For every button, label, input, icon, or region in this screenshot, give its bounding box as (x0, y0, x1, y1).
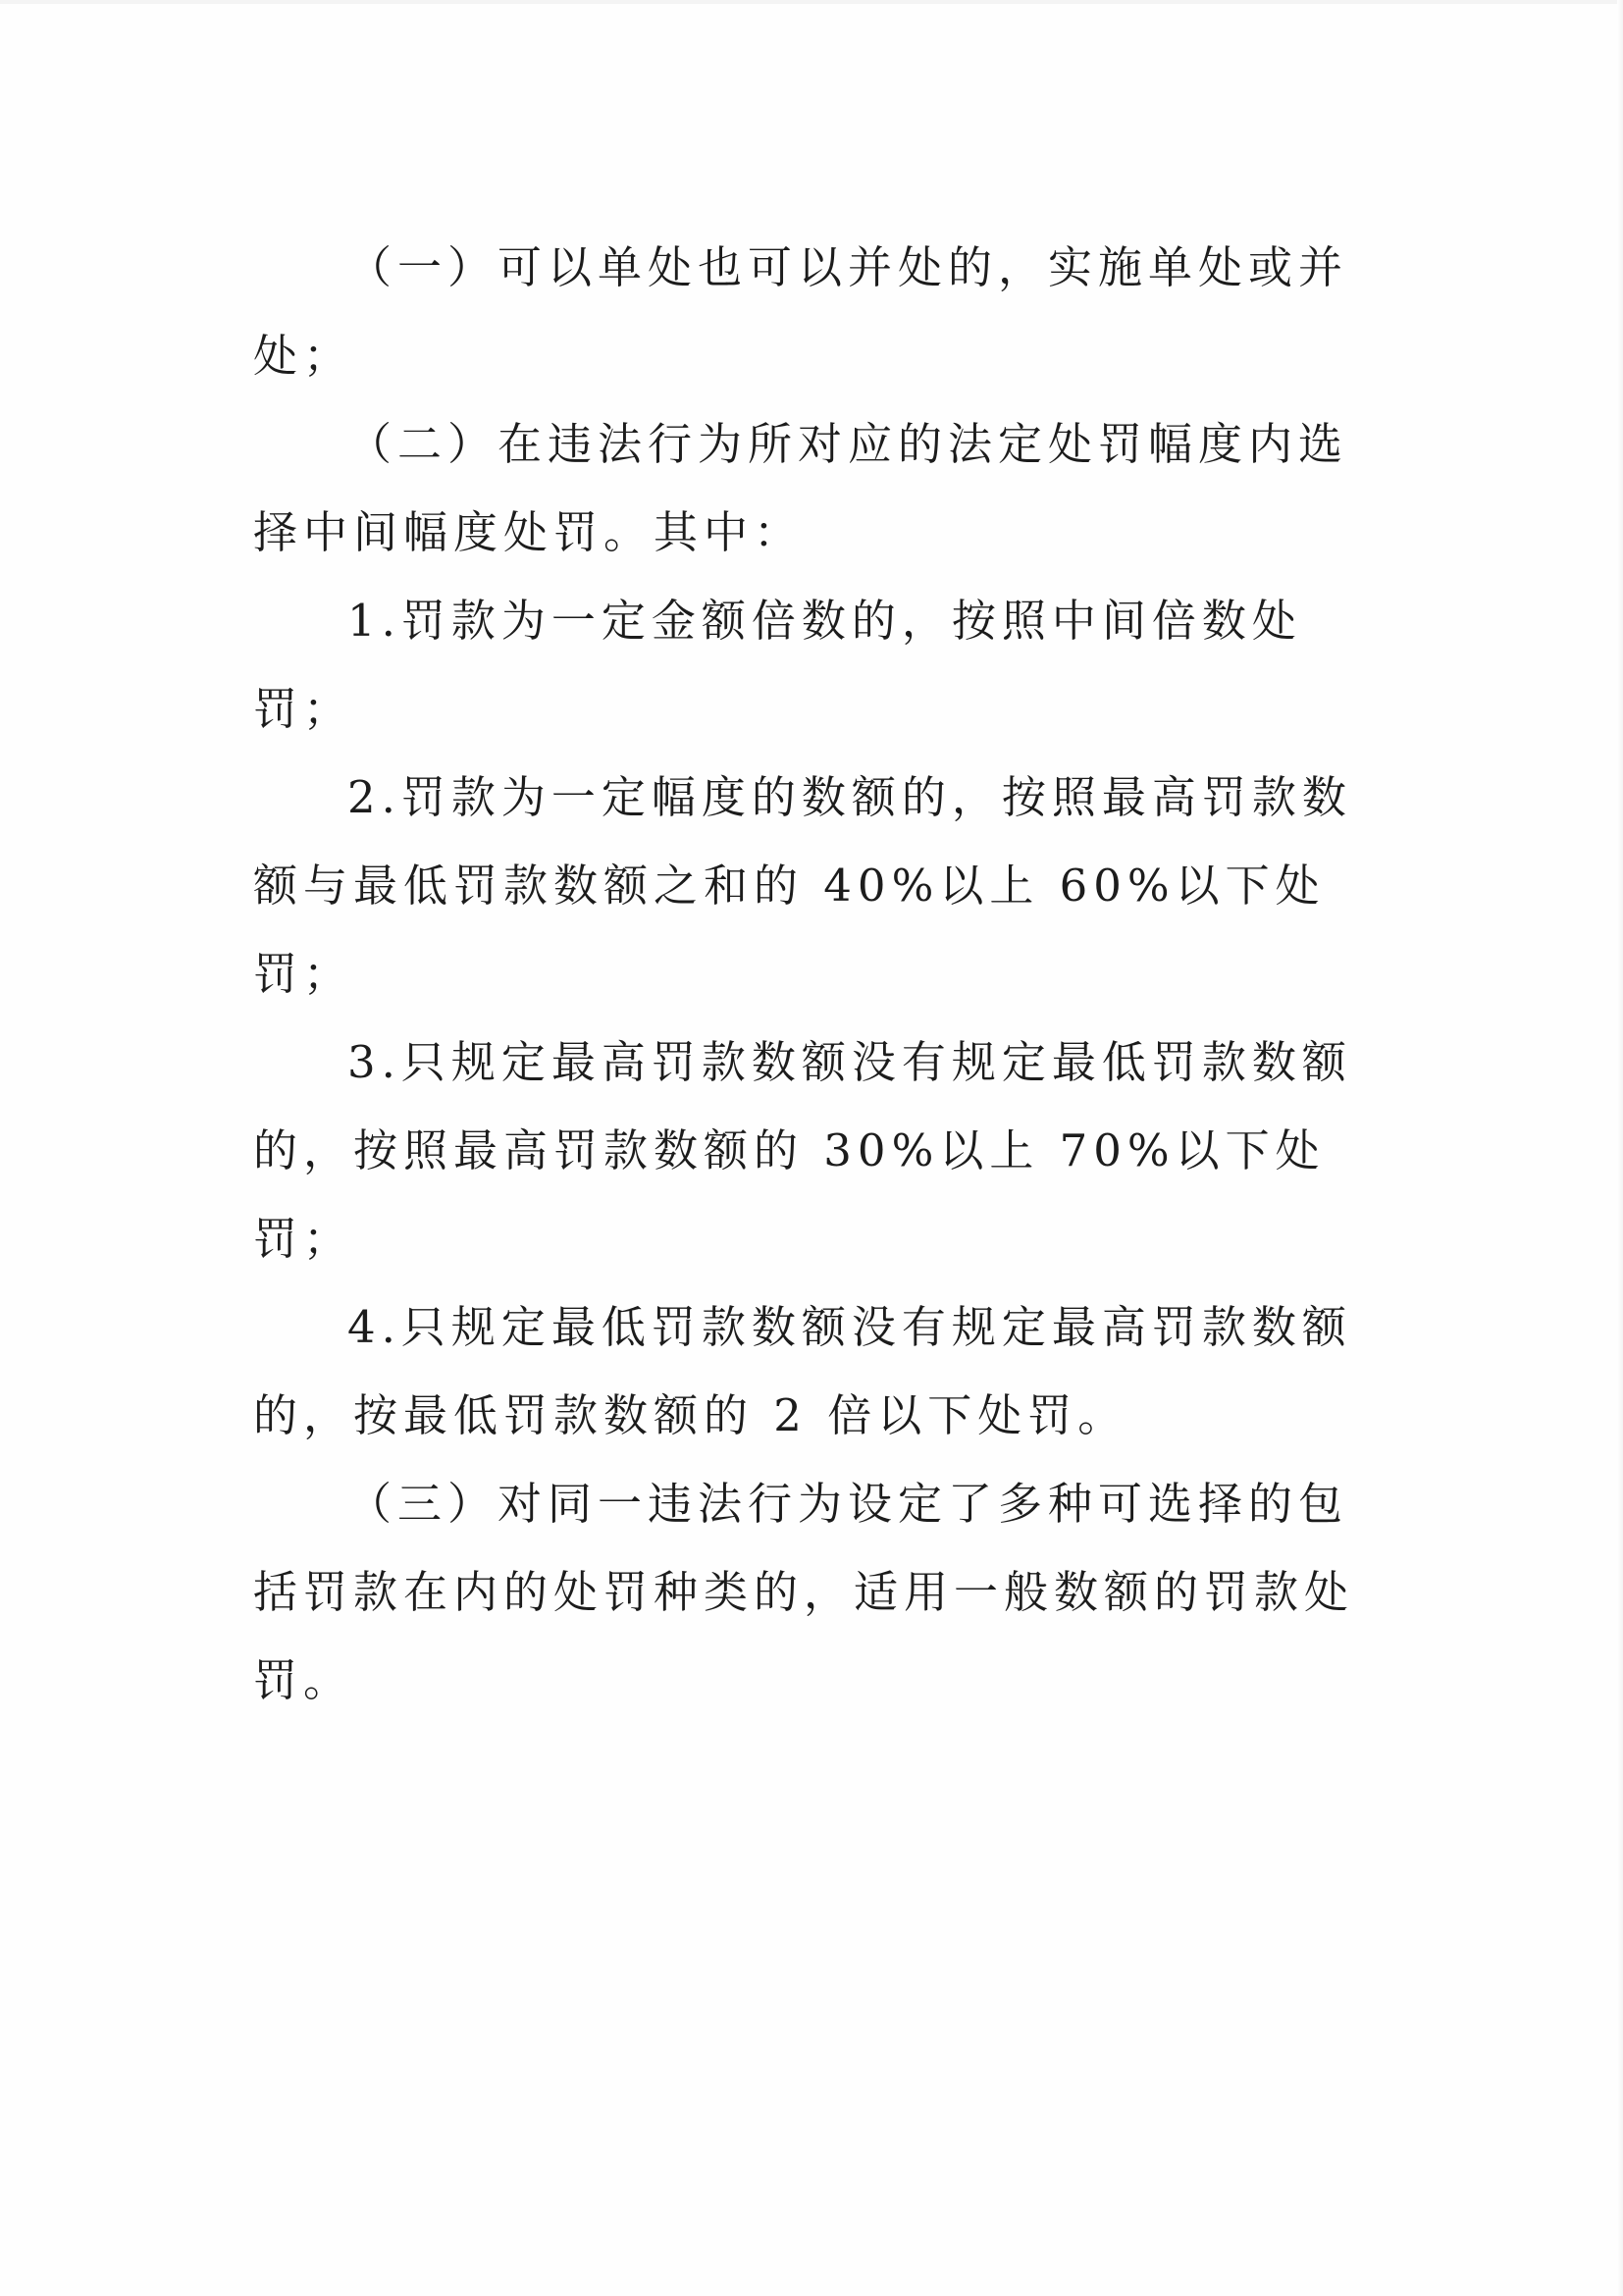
document-body (253, 224, 1380, 1725)
paragraph-item-3: （三）对同一违法行为设定了多种可选择的包括罚款在内的处罚种类的，适用一般数额的罚款处罚。 (253, 1478, 1355, 1706)
scan-right-edge (1617, 0, 1623, 2296)
paragraph-item-1: （一）可以单处也可以并处的，实施单处或并处； (253, 241, 1349, 382)
paragraph-subitem-2: 2.罚款为一定幅度的数额的，按照最高罚款数额与最低罚款数额之和的 40%以上 60%以下处罚； (253, 771, 1352, 1000)
paragraph-subitem-4: 4.只规定最低罚款数额没有规定最高罚款数额的，按最低罚款数额的 2 倍以下处罚。 (253, 1301, 1352, 1441)
scan-top-edge (0, 0, 1623, 4)
paragraph-item-2: （二）在违法行为所对应的法定处罚幅度内选择中间幅度处罚。其中： (253, 418, 1349, 558)
paragraph-subitem-1: 1.罚款为一定金额倍数的，按照中间倍数处罚； (253, 595, 1302, 735)
paragraph-subitem-3: 3.只规定最高罚款数额没有规定最低罚款数额的，按照最高罚款数额的 30%以上 70%以下处罚； (253, 1036, 1352, 1265)
